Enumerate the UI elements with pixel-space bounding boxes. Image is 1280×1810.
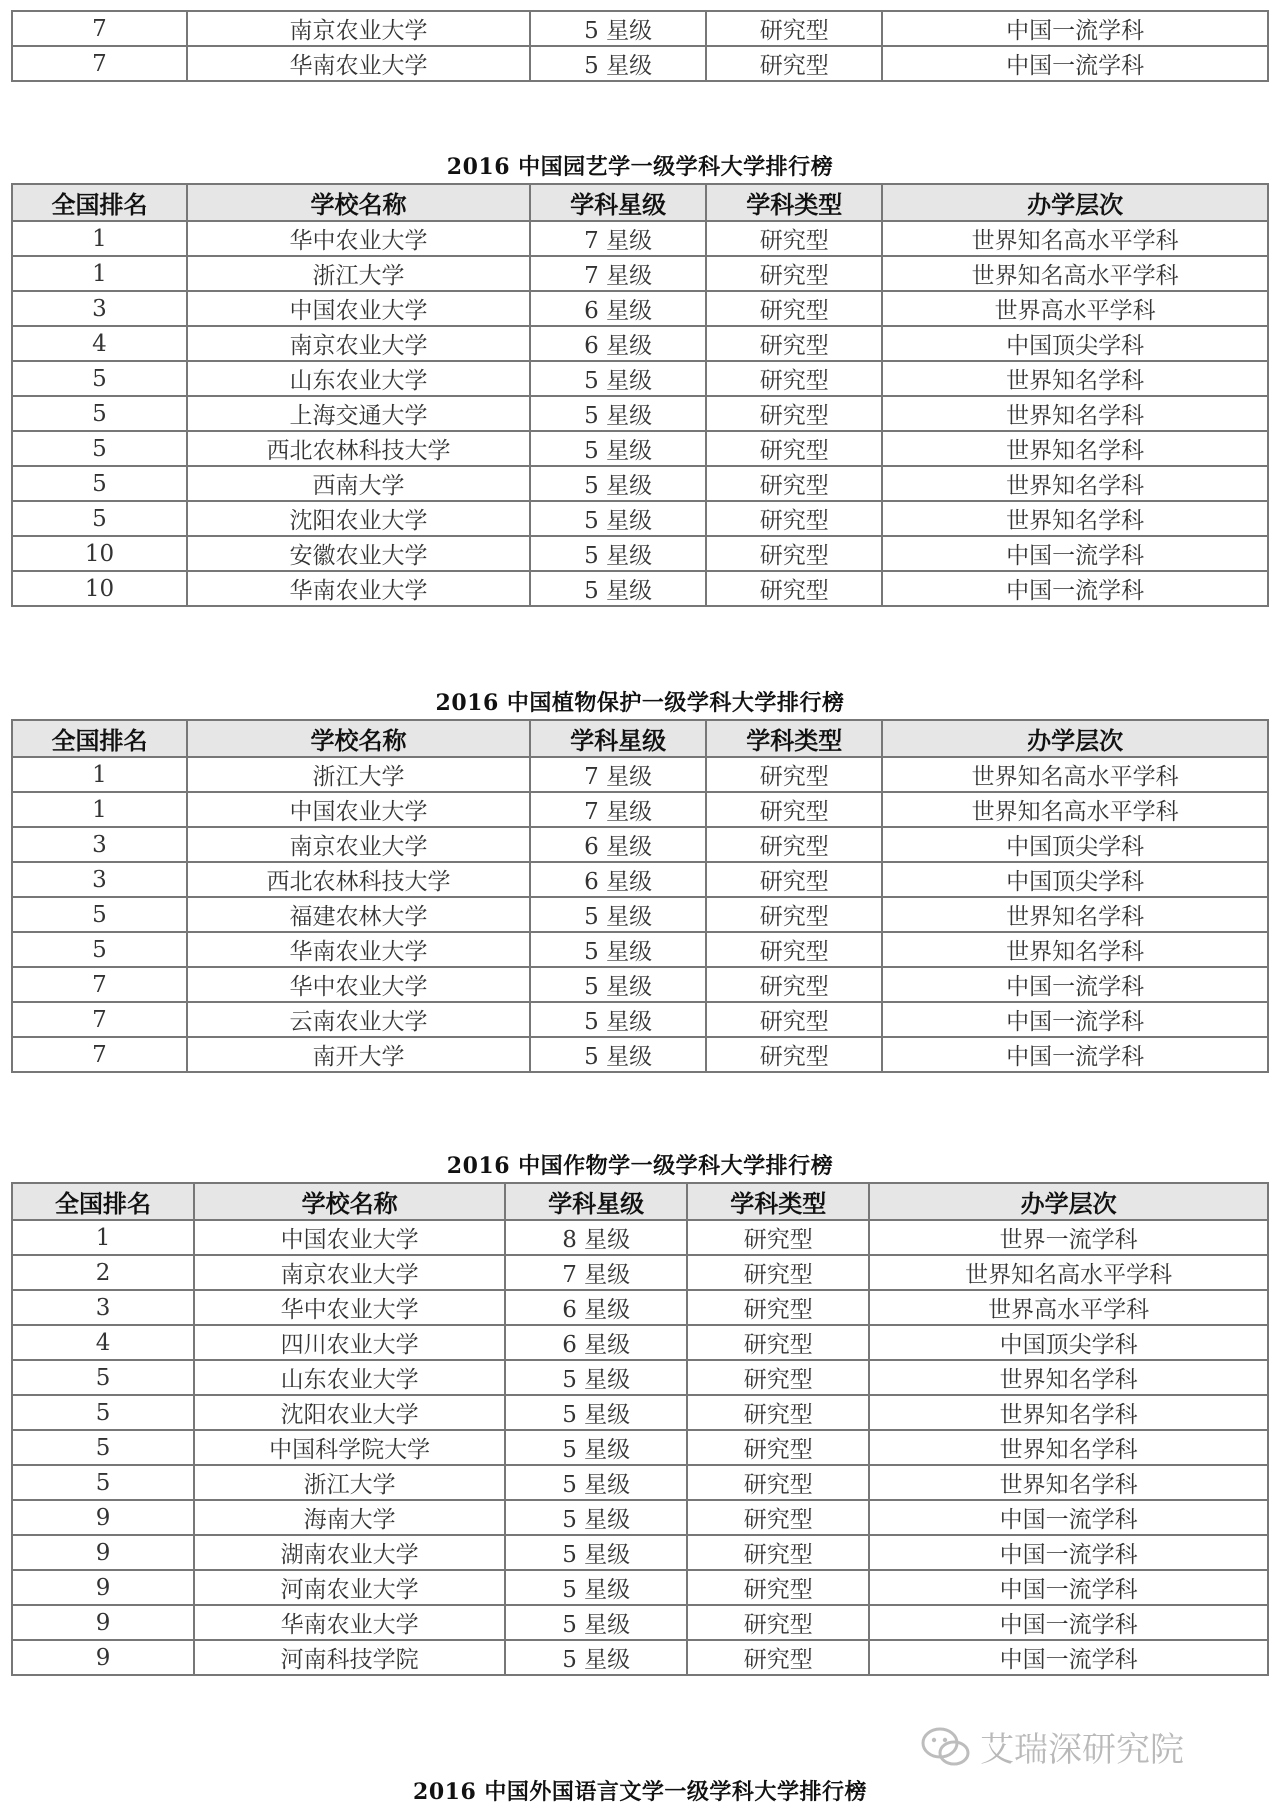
school-name-cell: 中国科学院大学 [194, 1430, 505, 1465]
crop-science-ranking [11, 1182, 1269, 1676]
column-header: 学科星级 [505, 1183, 687, 1220]
school-name-cell: 中国农业大学 [187, 291, 530, 326]
table-header-row [12, 184, 1268, 221]
level-cell: 中国顶尖学科 [882, 862, 1268, 897]
star-level-cell: 5 星级 [530, 1037, 706, 1072]
column-header: 办学层次 [882, 720, 1268, 757]
school-name-cell: 华中农业大学 [194, 1290, 505, 1325]
table-row [12, 967, 1268, 1002]
star-level-cell: 5 星级 [530, 1002, 706, 1037]
star-level-cell: 5 星级 [530, 46, 706, 81]
school-name-cell: 华南农业大学 [187, 571, 530, 606]
level-cell: 中国一流学科 [882, 536, 1268, 571]
column-header: 学科类型 [706, 184, 882, 221]
table-row [12, 1395, 1268, 1430]
table-row [12, 1605, 1268, 1640]
wechat-icon [920, 1725, 972, 1769]
discipline-type-cell: 研究型 [706, 396, 882, 431]
column-header: 学校名称 [187, 720, 530, 757]
discipline-type-cell: 研究型 [706, 466, 882, 501]
rank-cell: 5 [12, 1395, 194, 1430]
table-row [12, 1570, 1268, 1605]
discipline-type-cell: 研究型 [687, 1395, 869, 1430]
school-name-cell: 西南大学 [187, 466, 530, 501]
school-name-cell: 湖南农业大学 [194, 1535, 505, 1570]
school-name-cell: 西北农林科技大学 [187, 862, 530, 897]
level-cell: 中国一流学科 [869, 1535, 1268, 1570]
discipline-type-cell: 研究型 [706, 757, 882, 792]
star-level-cell: 7 星级 [530, 792, 706, 827]
table-row [12, 431, 1268, 466]
discipline-type-cell: 研究型 [706, 1002, 882, 1037]
star-level-cell: 5 星级 [530, 431, 706, 466]
rank-cell: 10 [12, 571, 187, 606]
column-header: 学科星级 [530, 720, 706, 757]
school-name-cell: 沈阳农业大学 [194, 1395, 505, 1430]
rank-cell: 1 [12, 757, 187, 792]
rank-cell: 1 [12, 1220, 194, 1255]
level-cell: 中国一流学科 [869, 1605, 1268, 1640]
level-cell: 世界知名学科 [882, 431, 1268, 466]
star-level-cell: 5 星级 [505, 1430, 687, 1465]
rank-cell: 2 [12, 1255, 194, 1290]
star-level-cell: 5 星级 [530, 536, 706, 571]
discipline-type-cell: 研究型 [706, 536, 882, 571]
school-name-cell: 河南农业大学 [194, 1570, 505, 1605]
school-name-cell: 沈阳农业大学 [187, 501, 530, 536]
table-row [12, 396, 1268, 431]
level-cell: 中国一流学科 [882, 1002, 1268, 1037]
level-cell: 中国一流学科 [882, 11, 1268, 46]
level-cell: 世界知名高水平学科 [882, 757, 1268, 792]
rank-cell: 5 [12, 897, 187, 932]
star-level-cell: 5 星级 [505, 1360, 687, 1395]
star-level-cell: 5 星级 [530, 967, 706, 1002]
column-header: 学校名称 [187, 184, 530, 221]
level-cell: 中国顶尖学科 [882, 326, 1268, 361]
star-level-cell: 5 星级 [530, 396, 706, 431]
level-cell: 世界知名学科 [882, 396, 1268, 431]
rank-cell: 1 [12, 792, 187, 827]
table-row [12, 1360, 1268, 1395]
school-name-cell: 山东农业大学 [194, 1360, 505, 1395]
rank-cell: 5 [12, 501, 187, 536]
table-row [12, 46, 1268, 81]
level-cell: 世界知名高水平学科 [882, 256, 1268, 291]
level-cell: 中国一流学科 [882, 967, 1268, 1002]
level-cell: 世界知名高水平学科 [869, 1255, 1268, 1290]
table-row [12, 501, 1268, 536]
table-row [12, 11, 1268, 46]
discipline-type-cell: 研究型 [706, 862, 882, 897]
school-name-cell: 海南大学 [194, 1500, 505, 1535]
level-cell: 世界知名学科 [882, 361, 1268, 396]
table-row [12, 1255, 1268, 1290]
rank-cell: 5 [12, 431, 187, 466]
school-name-cell: 华南农业大学 [187, 932, 530, 967]
rank-cell: 3 [12, 827, 187, 862]
level-cell: 世界知名学科 [869, 1395, 1268, 1430]
school-name-cell: 中国农业大学 [194, 1220, 505, 1255]
star-level-cell: 5 星级 [530, 571, 706, 606]
school-name-cell: 云南农业大学 [187, 1002, 530, 1037]
table-header-row [12, 1183, 1268, 1220]
rank-cell: 9 [12, 1535, 194, 1570]
star-level-cell: 5 星级 [530, 466, 706, 501]
table-title: 2016 中国作物学一级学科大学排行榜 [446, 1153, 834, 1179]
level-cell: 世界知名学科 [882, 932, 1268, 967]
column-header: 办学层次 [869, 1183, 1268, 1220]
star-level-cell: 5 星级 [530, 501, 706, 536]
level-cell: 中国顶尖学科 [869, 1325, 1268, 1360]
ranking-table [11, 1182, 1269, 1676]
level-cell: 世界知名学科 [869, 1465, 1268, 1500]
level-cell: 中国一流学科 [882, 1037, 1268, 1072]
discipline-type-cell: 研究型 [687, 1570, 869, 1605]
table-row [12, 897, 1268, 932]
star-level-cell: 5 星级 [530, 932, 706, 967]
level-cell: 中国一流学科 [869, 1500, 1268, 1535]
discipline-type-cell: 研究型 [706, 897, 882, 932]
table-title: 2016 中国植物保护一级学科大学排行榜 [435, 690, 845, 716]
discipline-type-cell: 研究型 [706, 932, 882, 967]
school-name-cell: 南京农业大学 [187, 326, 530, 361]
rank-cell: 3 [12, 862, 187, 897]
star-level-cell: 8 星级 [505, 1220, 687, 1255]
rank-cell: 5 [12, 1360, 194, 1395]
star-level-cell: 7 星级 [530, 256, 706, 291]
discipline-type-cell: 研究型 [706, 571, 882, 606]
discipline-type-cell: 研究型 [706, 1037, 882, 1072]
discipline-type-cell: 研究型 [706, 431, 882, 466]
discipline-type-cell: 研究型 [706, 11, 882, 46]
discipline-type-cell: 研究型 [687, 1255, 869, 1290]
discipline-type-cell: 研究型 [687, 1605, 869, 1640]
discipline-type-cell: 研究型 [706, 361, 882, 396]
table-row [12, 932, 1268, 967]
level-cell: 世界知名学科 [882, 897, 1268, 932]
rank-cell: 3 [12, 291, 187, 326]
school-name-cell: 华南农业大学 [194, 1605, 505, 1640]
table-row [12, 862, 1268, 897]
star-level-cell: 7 星级 [505, 1255, 687, 1290]
level-cell: 中国顶尖学科 [882, 827, 1268, 862]
horticulture-ranking [11, 183, 1269, 607]
rank-cell: 7 [12, 1037, 187, 1072]
discipline-type-cell: 研究型 [706, 46, 882, 81]
discipline-type-cell: 研究型 [687, 1290, 869, 1325]
discipline-type-cell: 研究型 [706, 501, 882, 536]
rank-cell: 4 [12, 326, 187, 361]
star-level-cell: 6 星级 [530, 827, 706, 862]
column-header: 学科类型 [706, 720, 882, 757]
level-cell: 世界知名学科 [882, 501, 1268, 536]
school-name-cell: 南京农业大学 [187, 827, 530, 862]
column-header: 学科星级 [530, 184, 706, 221]
table-row [12, 1535, 1268, 1570]
rank-cell: 9 [12, 1640, 194, 1675]
table-row [12, 291, 1268, 326]
discipline-type-cell: 研究型 [706, 827, 882, 862]
star-level-cell: 5 星级 [505, 1395, 687, 1430]
school-name-cell: 南开大学 [187, 1037, 530, 1072]
school-name-cell: 华中农业大学 [187, 967, 530, 1002]
table-row [12, 1290, 1268, 1325]
level-cell: 中国一流学科 [882, 46, 1268, 81]
star-level-cell: 5 星级 [505, 1465, 687, 1500]
rank-cell: 7 [12, 11, 187, 46]
table-row [12, 1465, 1268, 1500]
rank-cell: 5 [12, 1430, 194, 1465]
watermark [920, 1722, 1184, 1771]
star-level-cell: 7 星级 [530, 757, 706, 792]
discipline-type-cell: 研究型 [687, 1360, 869, 1395]
discipline-type-cell: 研究型 [687, 1500, 869, 1535]
column-header: 全国排名 [12, 184, 187, 221]
table-title: 2016 中国园艺学一级学科大学排行榜 [446, 154, 834, 180]
table-row [12, 536, 1268, 571]
school-name-cell: 浙江大学 [187, 256, 530, 291]
rank-cell: 10 [12, 536, 187, 571]
table-row [12, 1500, 1268, 1535]
rank-cell: 7 [12, 46, 187, 81]
ranking-table [11, 719, 1269, 1073]
level-cell: 世界知名学科 [882, 466, 1268, 501]
rank-cell: 1 [12, 256, 187, 291]
rank-cell: 5 [12, 1465, 194, 1500]
school-name-cell: 南京农业大学 [187, 11, 530, 46]
column-header: 学科类型 [687, 1183, 869, 1220]
star-level-cell: 6 星级 [505, 1325, 687, 1360]
rank-cell: 4 [12, 1325, 194, 1360]
discipline-type-cell: 研究型 [706, 291, 882, 326]
rank-cell: 9 [12, 1605, 194, 1640]
rank-cell: 1 [12, 221, 187, 256]
star-level-cell: 5 星级 [530, 897, 706, 932]
column-header: 学校名称 [194, 1183, 505, 1220]
school-name-cell: 山东农业大学 [187, 361, 530, 396]
table-row [12, 1430, 1268, 1465]
school-name-cell: 河南科技学院 [194, 1640, 505, 1675]
rank-cell: 5 [12, 396, 187, 431]
school-name-cell: 浙江大学 [187, 757, 530, 792]
school-name-cell: 上海交通大学 [187, 396, 530, 431]
rank-cell: 7 [12, 1002, 187, 1037]
next-table-title: 2016 中国外国语言文学一级学科大学排行榜 [413, 1779, 867, 1805]
table-row [12, 1002, 1268, 1037]
table-row [12, 1325, 1268, 1360]
school-name-cell: 华南农业大学 [187, 46, 530, 81]
star-level-cell: 6 星级 [530, 862, 706, 897]
level-cell: 中国一流学科 [869, 1570, 1268, 1605]
star-level-cell: 5 星级 [505, 1605, 687, 1640]
star-level-cell: 6 星级 [505, 1290, 687, 1325]
rank-cell: 9 [12, 1500, 194, 1535]
rank-cell: 7 [12, 967, 187, 1002]
table-row [12, 221, 1268, 256]
school-name-cell: 四川农业大学 [194, 1325, 505, 1360]
table-row [12, 1640, 1268, 1675]
discipline-type-cell: 研究型 [687, 1640, 869, 1675]
discipline-type-cell: 研究型 [706, 326, 882, 361]
rank-cell: 5 [12, 466, 187, 501]
star-level-cell: 6 星级 [530, 326, 706, 361]
school-name-cell: 中国农业大学 [187, 792, 530, 827]
discipline-type-cell: 研究型 [706, 792, 882, 827]
star-level-cell: 6 星级 [530, 291, 706, 326]
discipline-type-cell: 研究型 [687, 1535, 869, 1570]
level-cell: 中国一流学科 [882, 571, 1268, 606]
level-cell: 世界知名高水平学科 [882, 221, 1268, 256]
rank-cell: 9 [12, 1570, 194, 1605]
level-cell: 世界知名学科 [869, 1360, 1268, 1395]
discipline-type-cell: 研究型 [687, 1430, 869, 1465]
table-row [12, 827, 1268, 862]
ranking-table [11, 183, 1269, 607]
table-header-row [12, 720, 1268, 757]
discipline-type-cell: 研究型 [706, 256, 882, 291]
level-cell: 世界一流学科 [869, 1220, 1268, 1255]
table-row [12, 326, 1268, 361]
star-level-cell: 5 星级 [505, 1500, 687, 1535]
column-header: 全国排名 [12, 720, 187, 757]
discipline-type-cell: 研究型 [687, 1325, 869, 1360]
star-level-cell: 5 星级 [530, 361, 706, 396]
level-cell: 世界高水平学科 [882, 291, 1268, 326]
table-row [12, 361, 1268, 396]
discipline-type-cell: 研究型 [706, 221, 882, 256]
plant-protection-ranking [11, 719, 1269, 1073]
table-row [12, 1037, 1268, 1072]
watermark-text: 艾瑞深研究院 [980, 1730, 1184, 1770]
level-cell: 中国一流学科 [869, 1640, 1268, 1675]
column-header: 全国排名 [12, 1183, 194, 1220]
discipline-type-cell: 研究型 [706, 967, 882, 1002]
discipline-type-cell: 研究型 [687, 1465, 869, 1500]
level-cell: 世界知名学科 [869, 1430, 1268, 1465]
school-name-cell: 安徽农业大学 [187, 536, 530, 571]
school-name-cell: 福建农林大学 [187, 897, 530, 932]
table-row [12, 466, 1268, 501]
top-partial-table [11, 10, 1269, 82]
table-row [12, 757, 1268, 792]
star-level-cell: 7 星级 [530, 221, 706, 256]
star-level-cell: 5 星级 [505, 1570, 687, 1605]
ranking-table [11, 10, 1269, 82]
star-level-cell: 5 星级 [505, 1640, 687, 1675]
star-level-cell: 5 星级 [505, 1535, 687, 1570]
school-name-cell: 南京农业大学 [194, 1255, 505, 1290]
level-cell: 世界高水平学科 [869, 1290, 1268, 1325]
rank-cell: 3 [12, 1290, 194, 1325]
school-name-cell: 华中农业大学 [187, 221, 530, 256]
level-cell: 世界知名高水平学科 [882, 792, 1268, 827]
rank-cell: 5 [12, 361, 187, 396]
star-level-cell: 5 星级 [530, 11, 706, 46]
school-name-cell: 西北农林科技大学 [187, 431, 530, 466]
table-row [12, 256, 1268, 291]
column-header: 办学层次 [882, 184, 1268, 221]
table-row [12, 792, 1268, 827]
discipline-type-cell: 研究型 [687, 1220, 869, 1255]
rank-cell: 5 [12, 932, 187, 967]
table-row [12, 1220, 1268, 1255]
school-name-cell: 浙江大学 [194, 1465, 505, 1500]
table-row [12, 571, 1268, 606]
